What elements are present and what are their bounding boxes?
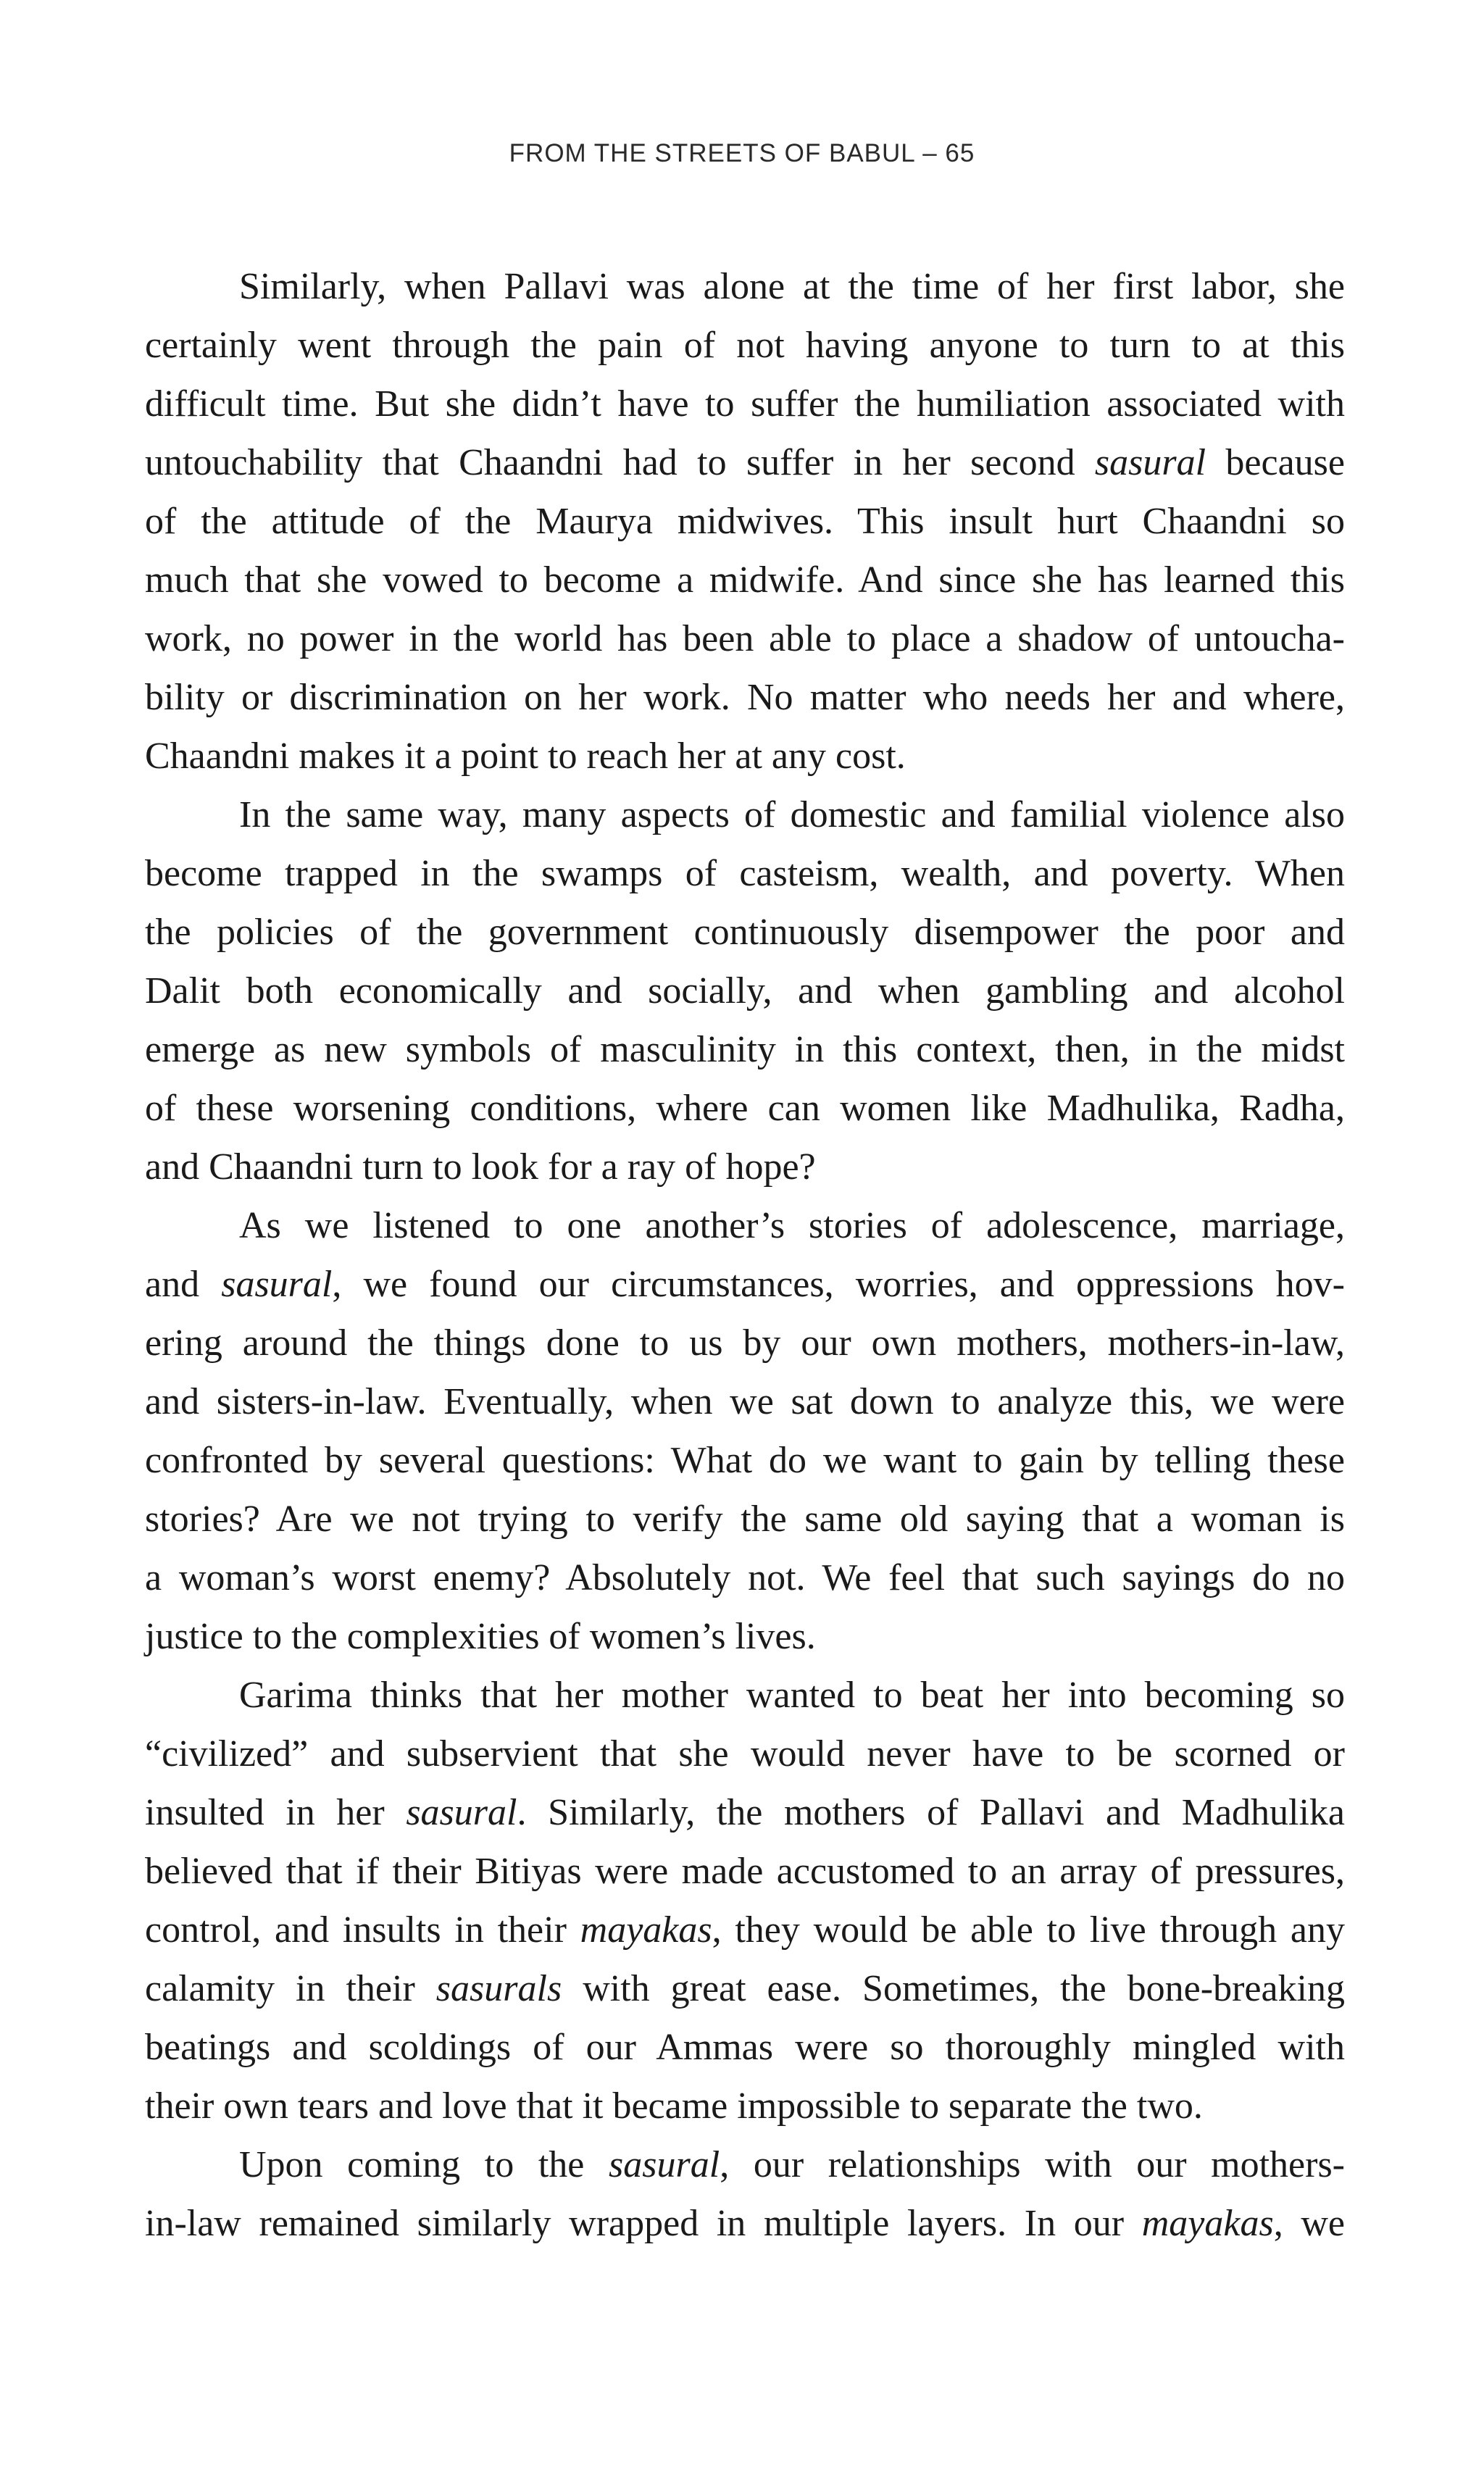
paragraph	[145, 257, 1345, 785]
italic-term: sasural	[406, 1792, 517, 1833]
text-line	[145, 492, 1345, 551]
paragraph	[145, 2135, 1345, 2253]
text-line	[145, 1842, 1345, 1901]
text-line	[145, 1490, 1345, 1548]
text-run: , we found our circumstances, worries, and oppressions hov-	[332, 1264, 1345, 1305]
text-run: beatings and scoldings of our Ammas were so thoroughly mingled with	[145, 2027, 1345, 2068]
text-run: justice to the complexities of women’s lives.	[145, 1616, 816, 1657]
text-run: of the attitude of the Maurya midwives. This insult hurt Chaandni so	[145, 501, 1345, 542]
text-run: confronted by several questions: What do we want to gain by telling these	[145, 1440, 1345, 1481]
text-run: their own tears and love that it became impossible to separate the two.	[145, 2085, 1203, 2127]
text-run: certainly went through the pain of not having anyone to turn to at this	[145, 325, 1345, 366]
text-run: because	[1206, 442, 1345, 483]
text-line	[145, 1079, 1345, 1138]
text-line	[145, 727, 1345, 785]
text-run: in-law remained similarly wrapped in multiple layers. In our	[145, 2203, 1142, 2244]
italic-term: mayakas	[580, 1909, 712, 1951]
text-run: Chaandni makes it a point to reach her at any cost.	[145, 735, 906, 777]
text-run: Dalit both economically and socially, and when gambling and alcohol	[145, 970, 1345, 1012]
text-line	[145, 1138, 1345, 1196]
text-run: of these worsening conditions, where can women like Madhulika, Radha,	[145, 1088, 1345, 1129]
running-head: FROM THE STREETS OF BABUL – 65	[509, 139, 975, 167]
text-line	[145, 1959, 1345, 2018]
text-line	[145, 609, 1345, 668]
text-run: the policies of the government continuously disempower the poor and	[145, 912, 1345, 953]
text-run: stories? Are we not trying to verify the same old saying that a woman is	[145, 1498, 1345, 1540]
paragraph	[145, 1666, 1345, 2135]
text-line	[145, 316, 1345, 375]
text-run: difficult time. But she didn’t have to suffer the humiliation associated with	[145, 383, 1345, 425]
italic-term: sasural	[221, 1264, 333, 1305]
text-run: control, and insults in their	[145, 1909, 580, 1951]
text-line	[145, 962, 1345, 1020]
text-line	[145, 1020, 1345, 1079]
text-run: “civilized” and subservient that she would never have to be scorned or	[145, 1733, 1345, 1775]
text-line	[145, 2077, 1345, 2135]
text-line	[145, 1196, 1345, 1255]
text-run: and Chaandni turn to look for a ray of hope?	[145, 1146, 816, 1188]
text-run: . Similarly, the mothers of Pallavi and Madhulika	[517, 1792, 1345, 1833]
text-line	[145, 844, 1345, 903]
text-line	[145, 1255, 1345, 1314]
italic-term: sasural	[1094, 442, 1206, 483]
text-run: and	[145, 1264, 222, 1305]
text-line	[145, 551, 1345, 609]
text-line	[145, 257, 1345, 316]
paragraph	[145, 785, 1345, 1196]
text-line	[145, 433, 1345, 492]
text-line	[145, 375, 1345, 433]
text-line	[145, 2194, 1345, 2253]
text-line	[145, 1548, 1345, 1607]
text-run: calamity in their	[145, 1968, 436, 2009]
text-run: As we listened to one another’s stories of adolescence, marriage,	[239, 1205, 1345, 1246]
text-run: , we	[1273, 2203, 1346, 2244]
text-line	[145, 1666, 1345, 1725]
text-line	[145, 1901, 1345, 1959]
text-run: with great ease. Sometimes, the bone-breaking	[562, 1968, 1345, 2009]
text-line	[145, 1372, 1345, 1431]
text-line	[145, 2018, 1345, 2077]
text-line	[145, 668, 1345, 727]
text-run: , our relationships with our mothers-	[720, 2144, 1345, 2185]
text-run: Garima thinks that her mother wanted to beat her into becoming so	[239, 1675, 1345, 1716]
text-run: emerge as new symbols of masculinity in this context, then, in the midst	[145, 1029, 1345, 1070]
text-line	[145, 1431, 1345, 1490]
italic-term: sasurals	[435, 1968, 562, 2009]
text-line	[145, 785, 1345, 844]
text-line	[145, 1725, 1345, 1783]
text-line	[145, 1607, 1345, 1666]
paragraph	[145, 1196, 1345, 1666]
text-run: In the same way, many aspects of domestic and familial violence also	[239, 794, 1345, 835]
text-run: believed that if their Bitiyas were made accustomed to an array of pressures,	[145, 1851, 1345, 1892]
text-run: insulted in her	[145, 1792, 407, 1833]
text-run: much that she vowed to become a midwife. And since she has learned this	[145, 559, 1345, 601]
body-text	[145, 257, 1345, 2253]
text-run: untouchability that Chaandni had to suffer in her second	[145, 442, 1095, 483]
text-line	[145, 903, 1345, 962]
text-run: a woman’s worst enemy? Absolutely not. We feel that such sayings do no	[145, 1557, 1345, 1598]
text-run: , they would be able to live through any	[712, 1909, 1345, 1951]
text-run: Similarly, when Pallavi was alone at the time of her first labor, she	[239, 266, 1345, 307]
italic-term: sasural	[609, 2144, 720, 2185]
text-run: Upon coming to the	[239, 2144, 609, 2185]
text-line	[145, 1783, 1345, 1842]
text-line	[145, 2135, 1345, 2194]
text-run: become trapped in the swamps of casteism, wealth, and poverty. When	[145, 853, 1345, 894]
text-run: and sisters-in-law. Eventually, when we sat down to analyze this, we were	[145, 1381, 1345, 1422]
text-run: ering around the things done to us by our own mothers, mothers-in-law,	[145, 1322, 1345, 1364]
text-run: bility or discrimination on her work. No matter who needs her and where,	[145, 677, 1345, 718]
text-line	[145, 1314, 1345, 1372]
italic-term: mayakas	[1141, 2203, 1274, 2244]
text-run: work, no power in the world has been able to place a shadow of untoucha-	[145, 618, 1345, 659]
